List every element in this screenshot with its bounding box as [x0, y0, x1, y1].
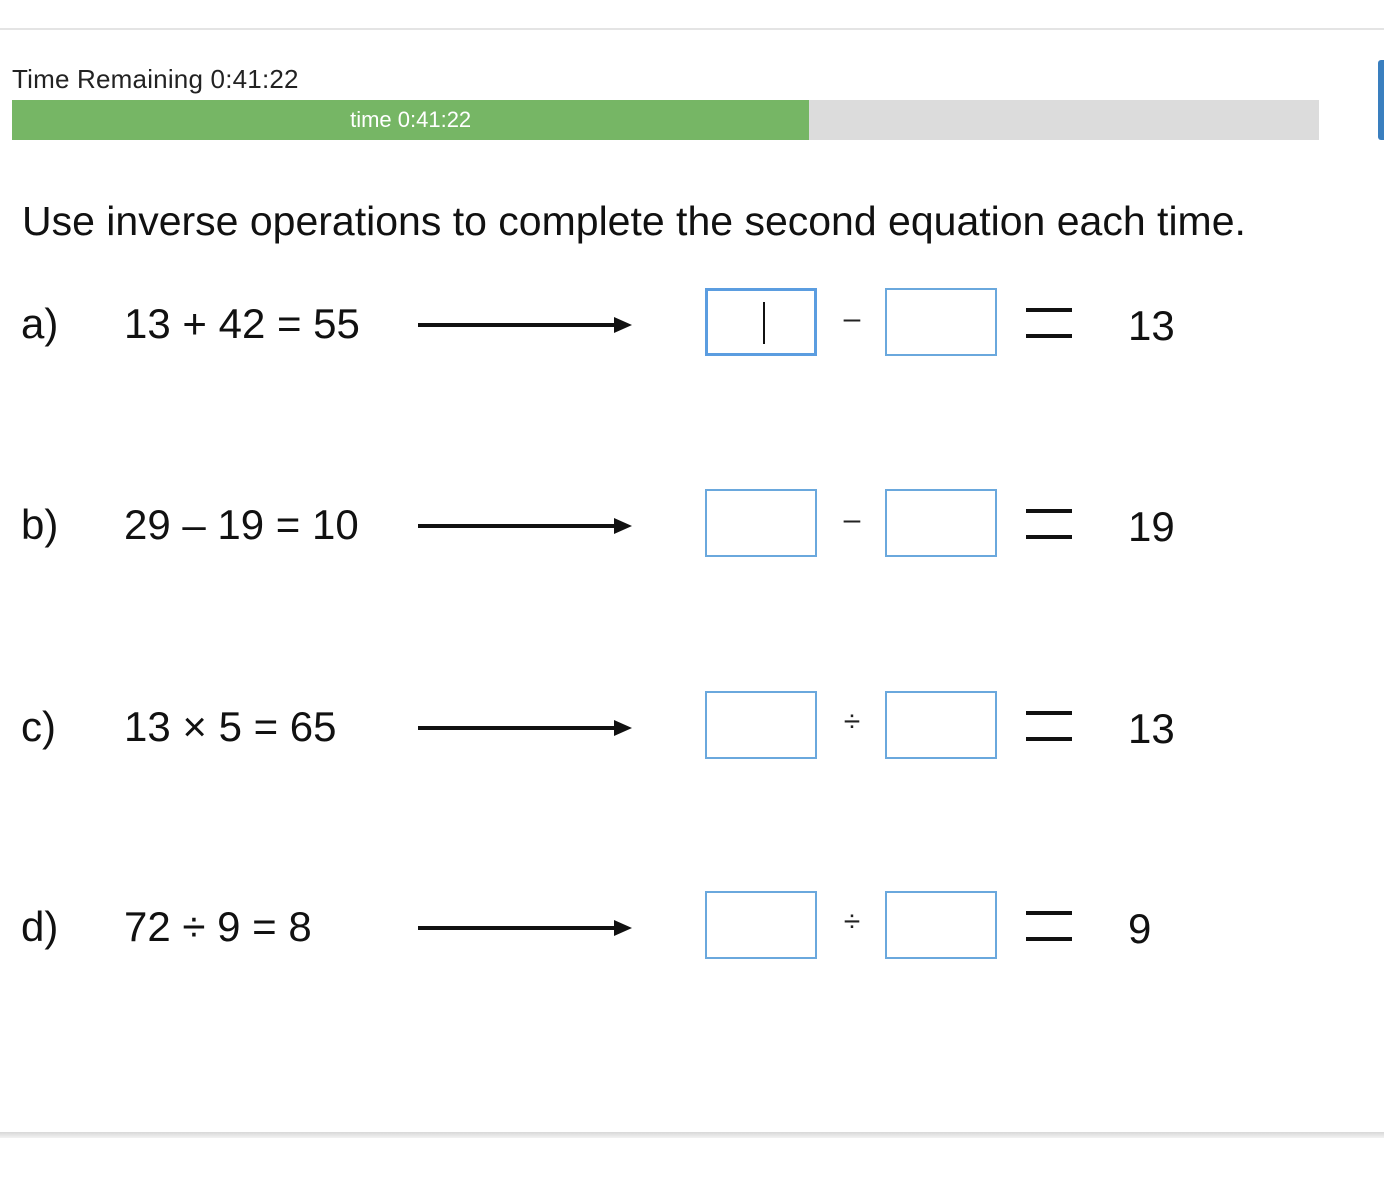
answer-input-a-2[interactable]	[885, 288, 997, 356]
answer-input-c-1[interactable]	[705, 691, 817, 759]
right-arrow-icon	[418, 316, 632, 334]
equals-sign-icon	[1024, 903, 1074, 949]
text-cursor	[763, 302, 765, 344]
answer-input-d-1[interactable]	[705, 891, 817, 959]
timer-progress-text: time 0:41:22	[350, 107, 472, 132]
right-arrow-icon	[418, 919, 632, 937]
answer-input-d-2[interactable]	[885, 891, 997, 959]
answer-input-b-1[interactable]	[705, 489, 817, 557]
time-remaining-label: Time Remaining 0:41:22	[12, 64, 299, 94]
page-bottom-edge	[0, 1132, 1384, 1138]
problem-letter: a)	[21, 300, 59, 347]
operator-sign: ÷	[843, 905, 861, 938]
given-equation: 13 × 5 = 65	[124, 703, 337, 750]
problem-a	[0, 288, 1384, 368]
equals-sign-icon	[1024, 501, 1074, 547]
equation-result: 13	[1128, 302, 1175, 349]
side-panel-tab[interactable]	[1378, 60, 1384, 140]
problem-d	[0, 891, 1384, 971]
operator-sign: –	[843, 503, 861, 536]
problem-letter: b)	[21, 501, 59, 548]
problem-letter: d)	[21, 903, 59, 950]
timer-progress-fill	[12, 100, 809, 140]
equation-result: 9	[1128, 905, 1152, 952]
equals-sign-icon	[1024, 703, 1074, 749]
answer-input-c-2[interactable]	[885, 691, 997, 759]
problem-c	[0, 691, 1384, 771]
equation-result: 13	[1128, 705, 1175, 752]
problem-letter: c)	[21, 703, 56, 750]
given-equation: 29 – 19 = 10	[124, 501, 359, 548]
operator-sign: –	[843, 302, 861, 335]
equals-sign-icon	[1024, 300, 1074, 346]
top-divider	[0, 28, 1384, 30]
problem-b	[0, 489, 1384, 569]
question-instruction: Use inverse operations to complete the second equation each time.	[22, 198, 1246, 244]
given-equation: 13 + 42 = 55	[124, 300, 360, 347]
answer-input-a-1[interactable]	[705, 288, 817, 356]
operator-sign: ÷	[843, 705, 861, 738]
right-arrow-icon	[418, 517, 632, 535]
right-arrow-icon	[418, 719, 632, 737]
answer-input-b-2[interactable]	[885, 489, 997, 557]
timer-progress-bar	[12, 100, 1319, 140]
equation-result: 19	[1128, 503, 1175, 550]
given-equation: 72 ÷ 9 = 8	[124, 903, 312, 950]
